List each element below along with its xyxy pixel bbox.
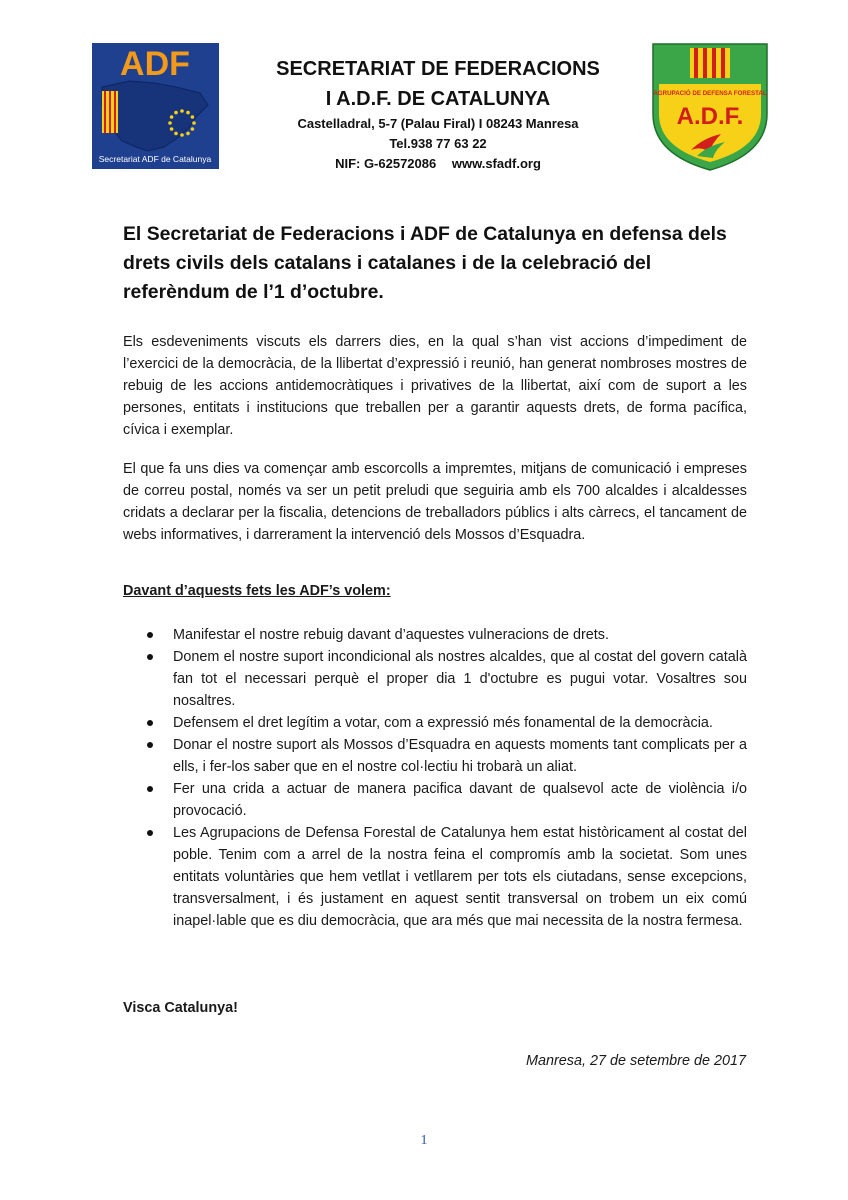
list-item-text: Les Agrupacions de Defensa Forestal de Catalunya hem estat històricament al costat del poble. Tenim com a arrel de la nostra feina el compromís amb la societat. Som unes entitats voluntàries que hem vetllat i vetllarem per tots els ciutadans, sense excepcions, transversalment, i és justament en aquest sentit transversal on trobem un eix comú inapel·lable que es diu democràcia, que ara més que mai necessita de la nostra fermesa. (173, 825, 747, 929)
logo-left-caption: Secretariat ADF de Catalunya (98, 154, 212, 164)
place-date: Manresa, 27 de setembre de 2017 (526, 1053, 746, 1069)
org-address: Castelladral, 5-7 (Palau Firal) I 08243 Manresa (297, 116, 579, 131)
org-phone: Tel.938 77 63 22 (389, 136, 487, 151)
list-item (123, 624, 747, 646)
list-item (123, 734, 747, 778)
org-website-link[interactable]: www.sfadf.org (451, 156, 541, 171)
bullet-icon (147, 632, 153, 638)
org-name-line1: SECRETARIAT DE FEDERACIONS (276, 58, 600, 80)
paragraph-1: Els esdeveniments viscuts els darrers dies, en la qual s’han vist accions d’impediment de l’exercici de la democràcia, de la llibertat d’expressió i reunió, han generat nombroses mostres de rebuig de les accions antidemocràtiques i privatives de la llibertat, així com de suport a les persones, entitats i institucions que treballen per a garantir aquests drets, de forma pacífica, cívica i exemplar. (123, 334, 747, 438)
list-item (123, 712, 747, 734)
adf-shield-icon (651, 42, 769, 172)
closing-slogan: Visca Catalunya! (123, 1000, 238, 1016)
demands-intro: Davant d’aquests fets les ADF’s volem: (123, 583, 391, 599)
adf-secretariat-logo (92, 43, 219, 169)
letterhead (240, 54, 636, 174)
bullet-icon (147, 720, 153, 726)
list-item (123, 778, 747, 822)
org-name-line2: I A.D.F. DE CATALUNYA (325, 88, 551, 110)
adf-shield-logo (651, 42, 769, 172)
bullet-icon (147, 742, 153, 748)
bullet-icon (147, 830, 153, 836)
logo-right-banner: AGRUPACIÓ DE DEFENSA FORESTAL (653, 90, 767, 97)
list-item-text: Donem el nostre suport incondicional als nostres alcaldes, que al costat del govern català fan tot el necessari perquè el proper dia 1 d'octubre es pugui votar. Vosaltres sou nosaltres. (173, 649, 747, 709)
page-number: 1 (420, 1133, 428, 1148)
bullet-icon (147, 654, 153, 660)
org-ids (240, 154, 636, 174)
list-item-text: Fer una crida a actuar de manera pacifica davant de qualsevol acte de violència i/o provocació. (173, 781, 747, 819)
logo-left-brand: ADF (120, 45, 190, 83)
document-title: El Secretariat de Federacions i ADF de Catalunya en defensa dels drets civils dels catalans i catalanes i de la celebració del referèndum de l’1 d’octubre. (123, 223, 727, 303)
list-item-text: Manifestar el nostre rebuig davant d’aquestes vulneracions de drets. (173, 627, 609, 643)
list-item-text: Donar el nostre suport als Mossos d’Esquadra en aquests moments tant complicats per a ells, i fer-los saber que en el nostre col·lectiu hi trobarà un aliat. (173, 737, 747, 775)
list-item (123, 822, 747, 932)
list-item-text: Defensem el dret legítim a votar, com a expressió més fonamental de la democràcia. (173, 715, 713, 731)
bullet-icon (147, 786, 153, 792)
adf-map-logo-icon (92, 43, 219, 169)
paragraph-2: El que fa uns dies va començar amb escorcolls a impremtes, mitjans de comunicació i empreses de correu postal, només va ser un petit preludi que seguiria amb els 700 alcaldes i alcaldesses cridats a declarar per la fiscalia, detencions de treballadors públics i alts càrrecs, el tancament de webs informatives, i darrerament la intervenció dels Mossos d’Esquadra. (123, 461, 747, 543)
org-nif: NIF: G-62572086 (335, 156, 437, 171)
demands-list (123, 624, 747, 932)
logo-right-brand: A.D.F. (676, 103, 744, 130)
list-item (123, 646, 747, 712)
